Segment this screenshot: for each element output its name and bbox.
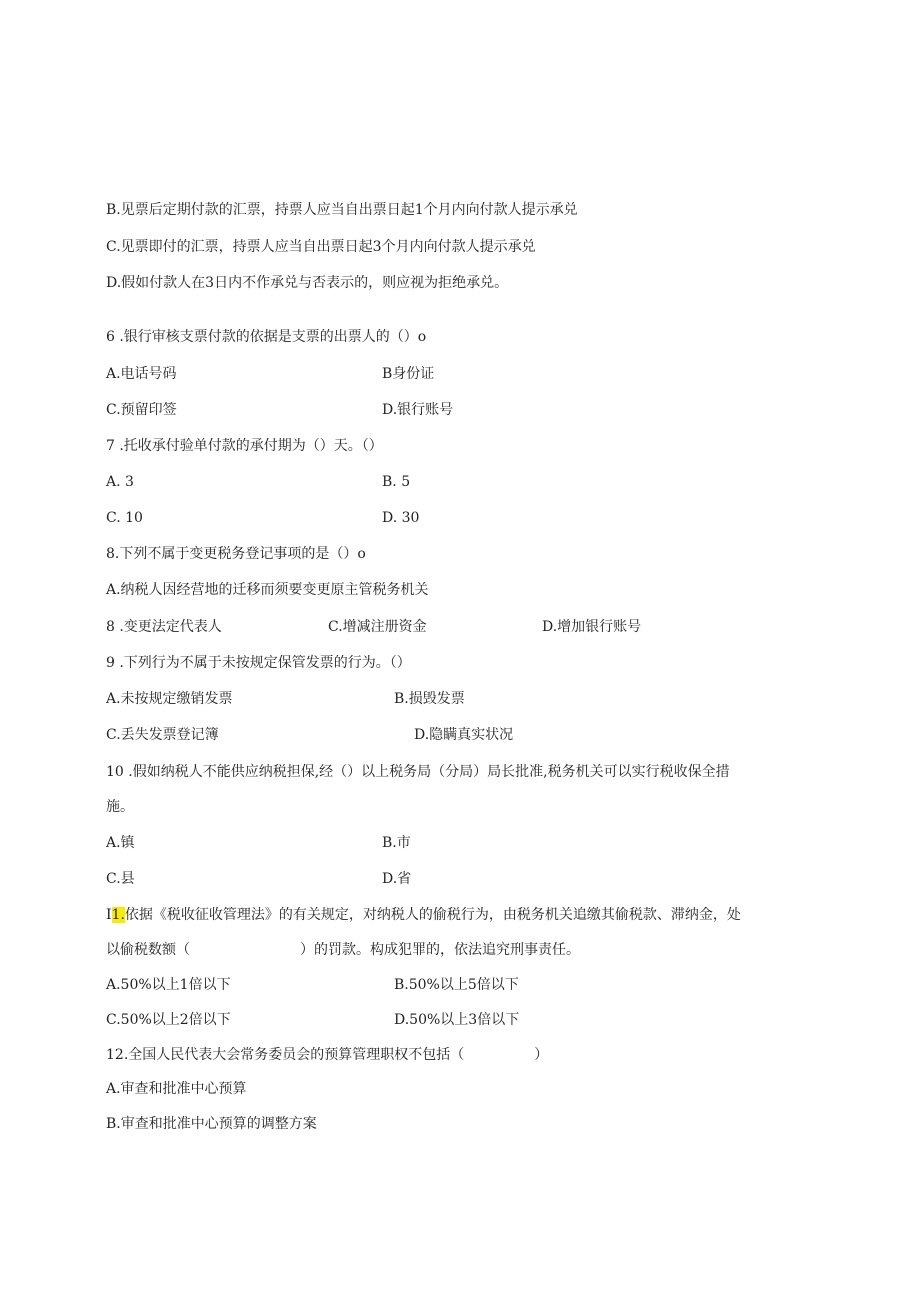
question-7: 7 .托收承付验单付款的承付期为（）天。（） xyxy=(106,438,383,454)
q11-text-before-blank: 以偷税数额（ xyxy=(106,942,190,958)
q7-option-b: B. 5 xyxy=(382,474,411,490)
q5-option-c: C.见票即付的汇票，持票人应当自出票日起3个月内向付款人提示承兑 xyxy=(106,239,536,255)
question-9: 9 .下列行为不属于未按规定保管发票的行为。（） xyxy=(106,655,411,671)
question-11-line-2 xyxy=(106,940,580,960)
q8-option-d: D.增加银行账号 xyxy=(542,619,642,635)
question-10-line-1: 10 .假如纳税人不能供应纳税担保,经（）以上税务局（分局）局长批准,税务机关可以实行税收保全措 xyxy=(106,764,730,780)
q12-option-b: B.审查和批准中心预算的调整方案 xyxy=(106,1116,317,1132)
q9-option-c: C.丢失发票登记簿 xyxy=(106,727,219,743)
q9-option-d: D.隐瞒真实状况 xyxy=(414,727,514,743)
q10-option-d: D.省 xyxy=(382,871,412,887)
q5-option-b: B.见票后定期付款的汇票，持票人应当自出票日起1个月内向付款人提示承兑 xyxy=(106,202,578,218)
q6-option-d: D.银行账号 xyxy=(382,402,454,418)
question-12 xyxy=(106,1045,548,1065)
q6-option-a: A.电话号码 xyxy=(106,366,177,382)
q7-option-c: C. 10 xyxy=(106,510,143,526)
question-10-line-2: 施。 xyxy=(106,799,134,815)
question-11-line-1 xyxy=(106,905,741,925)
q12-text: 12.全国人民代表大会常务委员会的预算管理职权不包括（ xyxy=(106,1047,465,1063)
question-6: 6 .银行审核支票付款的依据是支票的出票人的（）o xyxy=(106,329,427,345)
q7-option-d: D. 30 xyxy=(382,510,420,526)
q11-text: 依据《税收征收管理法》的有关规定，对纳税人的偷税行为，由税务机关追缴其偷税款、滞纳金，处 xyxy=(124,907,741,923)
q9-option-a: A.未按规定缴销发票 xyxy=(106,691,233,707)
q6-option-c: C.预留印签 xyxy=(106,402,177,418)
q10-option-a: A.镇 xyxy=(106,835,135,851)
q11-option-b: B.50%以上5倍以下 xyxy=(394,977,519,993)
q11-option-a: A.50%以上1倍以下 xyxy=(106,977,231,993)
q12-option-a: A.审查和批准中心预算 xyxy=(106,1081,247,1097)
q8-option-a: A.纳税人因经营地的迁移而须要变更原主管税务机关 xyxy=(106,582,429,598)
q12-closing-paren: ） xyxy=(534,1047,549,1063)
q11-text-after-blank: ）的罚款。构成犯罪的，依法追究刑事责任。 xyxy=(300,942,580,958)
q7-option-a: A. 3 xyxy=(106,474,134,490)
q5-option-d: D.假如付款人在3日内不作承兑与否表示的，则应视为拒绝承兑。 xyxy=(106,275,509,291)
q6-option-b: B身份证 xyxy=(382,366,435,382)
q8-option-c: C.增减注册资金 xyxy=(328,619,427,635)
q11-option-c: C.50%以上2倍以下 xyxy=(106,1012,231,1028)
highlight-mark: 1. xyxy=(111,907,125,923)
q9-option-b: B.损毁发票 xyxy=(394,691,465,707)
q11-number-prefix: I xyxy=(106,907,112,923)
question-8: 8.下列不属于变更税务登记事项的是（）o xyxy=(106,546,366,562)
q8-option-b: 8 .变更法定代表人 xyxy=(106,619,222,635)
q11-option-d: D.50%以上3倍以下 xyxy=(394,1012,520,1028)
q10-option-b: B.市 xyxy=(382,835,411,851)
q10-option-c: C.县 xyxy=(106,871,135,887)
